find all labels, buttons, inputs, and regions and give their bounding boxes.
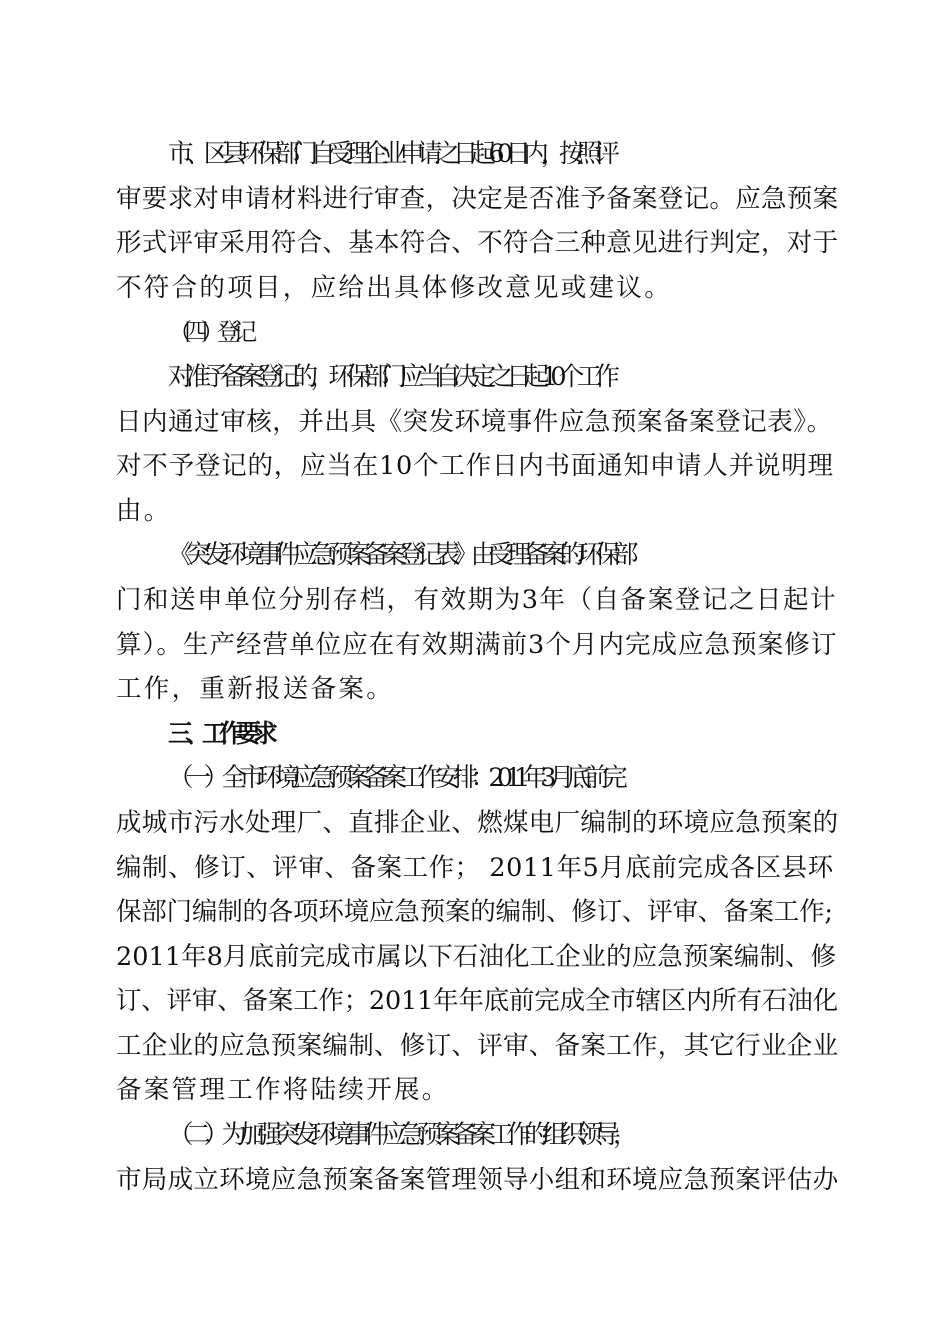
paragraph-registration — [116, 355, 838, 533]
text-line: 工作，重新报送备案。 — [116, 674, 395, 705]
text-line: 审要求对申请材料进行审查，决定是否准予备案登记。应急预案 — [116, 183, 839, 214]
text-line: 市局成立环境应急预案备案管理领导小组和环境应急预案评估办 — [116, 1164, 839, 1195]
text-line: 保部门编制的各项环境应急预案的编制、修订、评审、备案工作; — [116, 897, 833, 928]
text-line: 备案管理工作将陆续开展。 — [116, 1075, 450, 1106]
text-line: 对不予登记的，应当在10个工作日内书面通知申请人并说明理 — [116, 451, 834, 482]
subsection-heading-registration — [116, 310, 838, 355]
text-line: 形式评审采用符合、基本符合、不符合三种意见进行判定，对于 — [116, 228, 839, 259]
paragraph-organization — [116, 1113, 838, 1202]
text-line: 成城市污水处理厂、直排企业、燃煤电厂编制的环境应急预案的 — [116, 807, 839, 838]
text-line: （四）登记 — [168, 318, 250, 347]
text-line: 对准予备案登记的，环保部门应当自决定之日起10个工作 — [168, 361, 613, 392]
paragraph-work-schedule — [116, 756, 838, 1113]
text-line: 三、工作要求 — [168, 718, 271, 748]
text-line: 2011年8月底前完成市属以下石油化工企业的应急预案编制、修 — [116, 941, 837, 972]
text-line: 编制、修订、评审、备案工作； 2011年5月底前完成各区县环 — [116, 852, 834, 883]
text-line: 工企业的应急预案编制、修订、评审、备案工作，其它行业企业 — [116, 1030, 839, 1061]
text-line: 门和送申单位分别存档，有效期为3年（自备案登记之日起计 — [116, 584, 838, 615]
text-line: 算）。生产经营单位应在有效期满前3个月内完成应急预案修订 — [116, 629, 838, 660]
text-line: （二）为加强突发环境事件应急预案备案工作的组织领导， — [168, 1120, 631, 1151]
paragraph-review-period — [116, 132, 838, 310]
text-line: 市、区县环保部门自受理企业申请之日起60日内，按照评 — [168, 139, 613, 169]
text-line: 日内通过审核，并出具《突发环境事件应急预案备案登记表》。 — [116, 406, 833, 437]
section-heading-work-requirements — [116, 712, 838, 757]
text-line: 订、评审、备案工作；2011年年底前完成全市辖区内所有石油化 — [116, 986, 838, 1017]
text-line: 《突发环境事件应急预案备案登记表》由受理备案的环保部 — [168, 540, 631, 571]
paragraph-registration-form — [116, 533, 838, 711]
text-line: 不符合的项目，应给出具体修改意见或建议。 — [116, 272, 673, 303]
text-line: （一）全市环境应急预案备案工作安排：2011年3月底前完 — [168, 763, 621, 794]
text-line: 由。 — [116, 495, 172, 526]
